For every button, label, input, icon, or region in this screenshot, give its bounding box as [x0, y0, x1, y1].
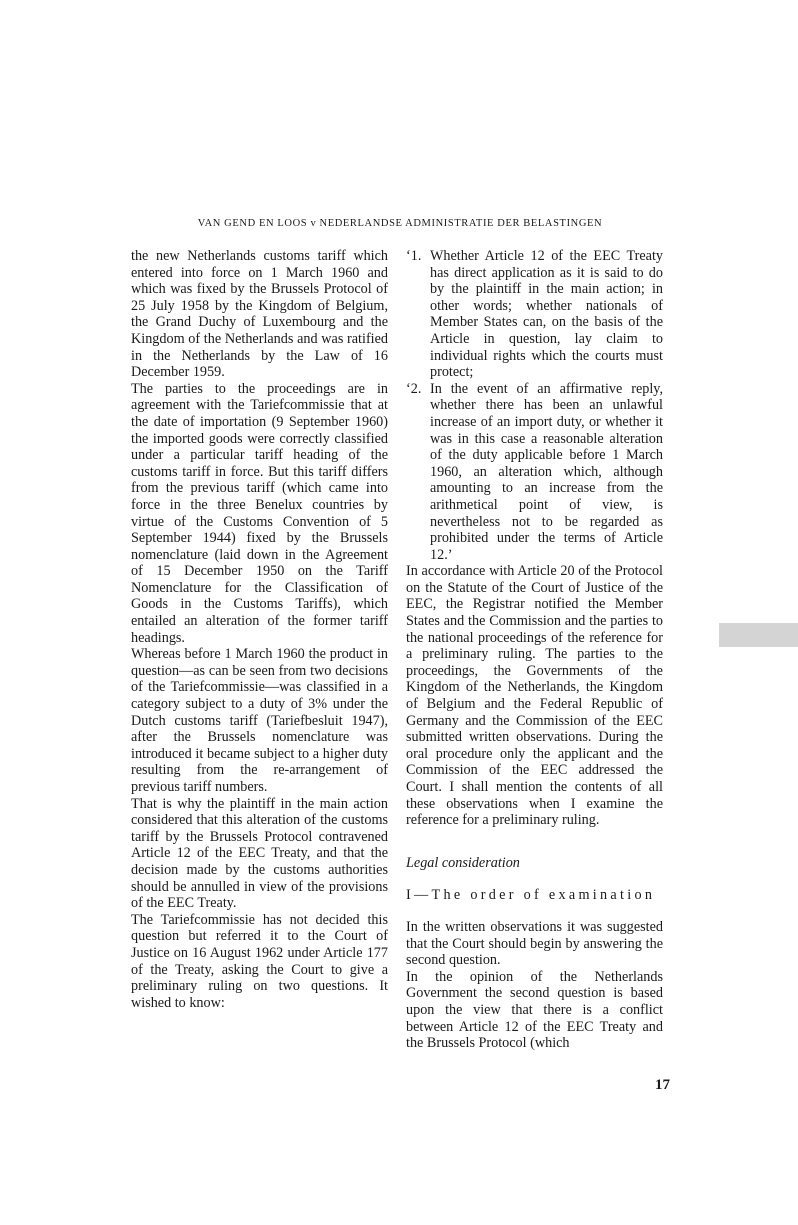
paragraph: The parties to the proceedings are in agreement with the Tariefcommissie that at the date of importation (9 September 1960) the imported goods were correctly classified under a particular tariff heading of the customs tariff in force. But this tariff differs from the previous tariff (which came into force in the three Benelux countries by virtue of the Customs Convention of 5 September 1944) fixed by the Brussels nomenclature (laid down in the Agreement of 15 December 1950 on the Tariff Nomenclature for the Classification of Goods in the Customs Tariffs), which entailed an alteration of the former tariff headings.	[131, 380, 388, 646]
running-header: VAN GEND EN LOOS v NEDERLANDSE ADMINISTRATIE DER BELASTINGEN	[197, 218, 603, 229]
paragraph: In accordance with Article 20 of the Protocol on the Statute of the Court of Justice of the EEC, the Registrar notified the Member States and the Commission and the parties to the national proceedings of the reference for a preliminary ruling. The parties to the proceedings, the Governments of the Kingdom of the Netherlands, the Kingdom of Belgium and the Federal Republic of Germany and the Commission of the EEC submitted written observations. During the oral procedure only the applicant and the Commission of the EEC addressed the Court. I shall mention the contents of all these observations when I examine the reference for a preliminary ruling.	[406, 563, 663, 829]
paragraph: Whereas before 1 March 1960 the product in question—as can be seen from two decisions of the Tariefcommissie—was classified in a category subject to a duty of 3% under the Dutch customs tariff (Tariefbesluit 1947), after the Brussels nomenclature was introduced it became subject to a higher duty resulting from the re-arrangement of previous tariff numbers.	[131, 646, 388, 795]
question-number: ‘2.	[406, 380, 422, 397]
question-text: In the event of an affirmative reply, whether there has been an unlawful increase of an import duty, or whether it was in this case a reasonable alteration of the duty applicable before 1 March 1960, an alteration which, although amounting to an increase from the arithmetical point of view, is nevertheless not to be regarded as prohibited under the terms of Article 12.’	[430, 380, 663, 563]
question-item	[406, 248, 663, 381]
left-column	[131, 248, 388, 1011]
question-text: Whether Article 12 of the EEC Treaty has direct application as it is said to do by the plaintiff in the main action; in other words; whether nationals of Member States can, on the basis of the Article in question, lay claim to individual rights which the courts must protect;	[430, 248, 663, 381]
paragraph: In the written observations it was suggested that the Court should begin by answering the second question.	[406, 918, 663, 969]
questions-list	[406, 248, 663, 563]
question-item	[406, 381, 663, 564]
paragraph: The Tariefcommissie has not decided this question but referred it to the Court of Justice on 16 August 1962 under Article 177 of the Treaty, asking the Court to give a preliminary ruling on two questions. It wished to know:	[131, 911, 388, 1011]
right-column	[406, 248, 663, 1052]
paragraph: That is why the plaintiff in the main action considered that this alteration of the customs tariff by the Brussels Protocol contravened Article 12 of the EEC Treaty, and that the decision made by the customs authorities should be annulled in view of the provisions of the EEC Treaty.	[131, 795, 388, 912]
question-number: ‘1.	[406, 248, 422, 264]
paragraph: In the opinion of the Netherlands Government the second question is based upon the view that there is a conflict between Article 12 of the EEC Treaty and the Brussels Protocol (which	[406, 968, 663, 1052]
page-edge-tab	[719, 623, 798, 647]
page-number: 17	[655, 1077, 670, 1093]
section-title: I—The order of examination	[406, 887, 656, 904]
subheading: Legal consideration	[406, 854, 520, 871]
paragraph: the new Netherlands customs tariff which entered into force on 1 March 1960 and which was fixed by the Brussels Protocol of 25 July 1958 by the Kingdom of Belgium, the Grand Duchy of Luxembourg and the Kingdom of the Netherlands and was ratified in the Netherlands by the Law of 16 December 1959.	[131, 248, 388, 381]
